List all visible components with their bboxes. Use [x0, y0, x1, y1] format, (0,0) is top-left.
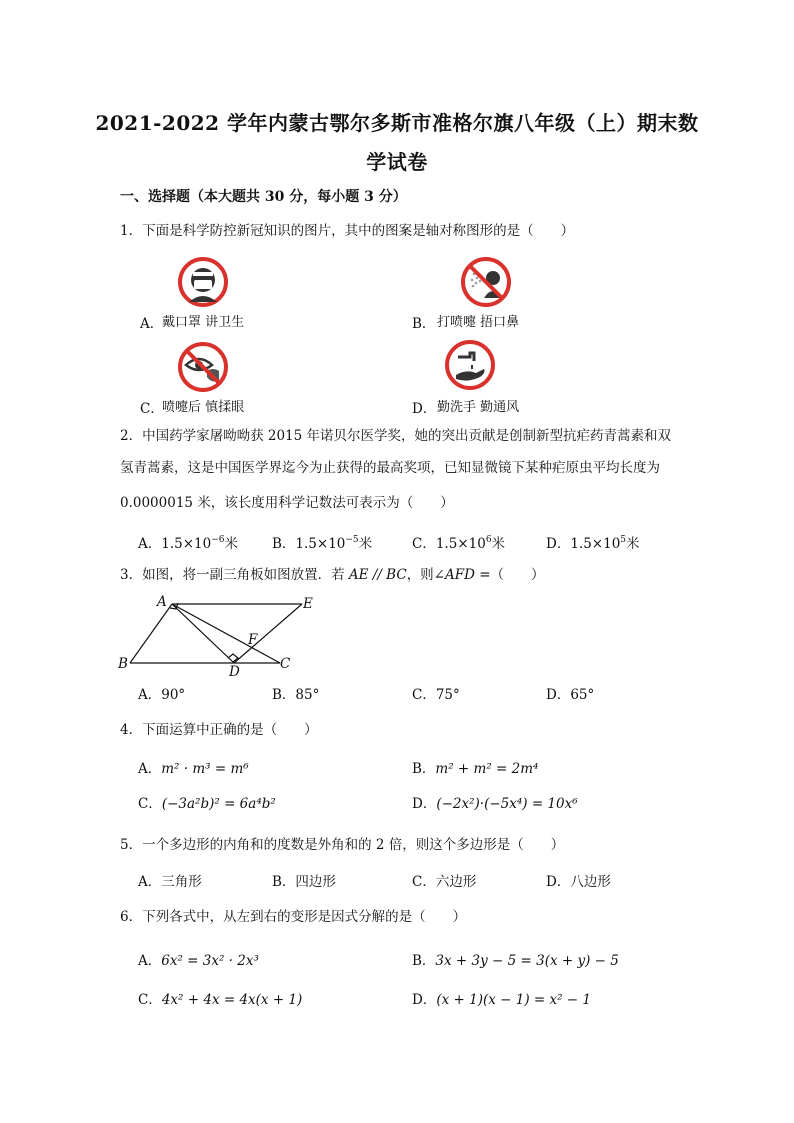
- q3-option-c-value: 75°: [435, 687, 460, 703]
- q3-option-a-letter: A．: [138, 687, 162, 703]
- q6-option-a-expr: 6x² = 3x² · 2x³: [161, 953, 259, 969]
- q5-option-c-letter: C．: [412, 874, 436, 890]
- q6-option-b-expr: 3x + 3y − 5 = 3(x + y) − 5: [435, 953, 619, 969]
- q5-option-a-value: 三角形: [161, 874, 202, 890]
- no-eye-rub-icon: [177, 341, 229, 393]
- q4-option-a[interactable]: [138, 760, 249, 778]
- q3-option-d-value: 65°: [570, 687, 595, 703]
- q4-option-a-expr: m² · m³ = m⁶: [161, 761, 249, 777]
- q2-option-a-letter: A．: [138, 536, 162, 552]
- page-title-line2: 学试卷: [366, 150, 428, 174]
- q5-option-b-value: 四边形: [295, 874, 336, 890]
- q2-option-d-exp: 5: [620, 535, 627, 545]
- q3-option-a[interactable]: [138, 686, 185, 704]
- segment-ad: [172, 604, 234, 663]
- q3-stem-mid: ，则∠: [406, 567, 445, 583]
- q2-option-d-base: 1.5×10: [570, 536, 621, 552]
- q1-option-d-caption: 勤洗手 勤通风: [437, 400, 520, 415]
- q3-option-d-letter: D．: [546, 687, 571, 703]
- point-label-b: B: [118, 656, 128, 672]
- question-1-stem: 1．下面是科学防控新冠知识的图片，其中的图案是轴对称图形的是（ ）: [120, 223, 575, 239]
- q6-option-c[interactable]: [138, 991, 302, 1009]
- q2-option-b-base: 1.5×10: [295, 536, 346, 552]
- q2-option-b-letter: B．: [272, 536, 296, 552]
- q6-option-b[interactable]: [412, 952, 619, 970]
- page-title-line1: 2021-2022 学年内蒙古鄂尔多斯市准格尔旗八年级（上）期末数: [95, 111, 699, 135]
- q2-option-b[interactable]: [272, 531, 372, 553]
- question-2-line1: 2．中国药学家屠呦呦获 2015 年诺贝尔医学奖，她的突出贡献是创制新型抗疟药青蒿素和双: [120, 428, 672, 444]
- q3-stem-post: =（ ）: [474, 567, 545, 583]
- section-heading: 一、选择题（本大题共 30 分，每小题 3 分）: [120, 189, 407, 205]
- q5-option-d-letter: D．: [546, 874, 571, 890]
- q5-option-a-letter: A．: [138, 874, 162, 890]
- q6-option-d[interactable]: [412, 991, 591, 1009]
- question-2-line3: 0.0000015 米，该长度用科学记数法可表示为（ ）: [120, 495, 454, 511]
- q1-option-b-letter[interactable]: B．: [412, 316, 436, 332]
- q2-option-c-letter: C．: [412, 536, 436, 552]
- q1-option-a-caption: 戴口罩 讲卫生: [162, 315, 245, 330]
- point-label-a: A: [157, 594, 167, 610]
- q4-option-b-letter: B．: [412, 761, 436, 777]
- q6-option-a[interactable]: [138, 952, 259, 970]
- q2-option-d-letter: D．: [546, 536, 571, 552]
- point-label-d: D: [229, 664, 240, 680]
- q3-option-b-value: 85°: [295, 687, 320, 703]
- question-5-stem: 5．一个多边形的内角和的度数是外角和的 2 倍，则这个多边形是（ ）: [120, 837, 565, 853]
- q6-option-a-letter: A．: [138, 953, 162, 969]
- question-3-stem: [120, 566, 545, 584]
- q2-option-d[interactable]: [546, 531, 640, 553]
- q4-option-b-expr: m² + m² = 2m⁴: [435, 761, 539, 777]
- q2-option-b-exp: −5: [345, 535, 359, 545]
- q1-option-c-caption: 喷嚏后 慎揉眼: [162, 400, 245, 415]
- no-sneeze-icon: [460, 256, 512, 308]
- q4-option-d-letter: D．: [412, 796, 437, 812]
- q5-option-c[interactable]: [412, 873, 476, 891]
- q5-option-b[interactable]: [272, 873, 336, 891]
- q3-angle: AFD: [445, 567, 475, 583]
- q6-option-b-letter: B．: [412, 953, 436, 969]
- q3-option-c-letter: C．: [412, 687, 436, 703]
- q3-option-d[interactable]: [546, 686, 594, 704]
- q1-option-b-caption: 打喷嚏 捂口鼻: [437, 315, 520, 330]
- point-label-f: F: [248, 632, 258, 648]
- q4-option-c-expr: (−3a²b)² = 6a⁴b²: [161, 796, 276, 812]
- q5-option-d[interactable]: [546, 873, 611, 891]
- q1-option-a-letter[interactable]: A．: [140, 316, 164, 332]
- q4-option-b[interactable]: [412, 760, 538, 778]
- q4-option-d-expr: (−2x²)·(−5x⁴) = 10x⁶: [436, 796, 578, 812]
- q3-condition: AE // BC: [348, 567, 407, 583]
- q6-option-c-expr: 4x² + 4x = 4x(x + 1): [161, 992, 303, 1008]
- q1-option-d-letter[interactable]: D．: [412, 401, 437, 417]
- q2-option-c-exp: 6: [485, 535, 492, 545]
- q5-option-b-letter: B．: [272, 874, 296, 890]
- point-label-e: E: [303, 596, 313, 612]
- q4-option-a-letter: A．: [138, 761, 162, 777]
- question-2-line2: 氢青蒿素，这是中国医学界迄今为止获得的最高奖项，已知显微镜下某种疟原虫平均长度为: [120, 460, 660, 476]
- q6-option-d-expr: (x + 1)(x − 1) = x² − 1: [436, 992, 591, 1008]
- q3-option-b[interactable]: [272, 686, 319, 704]
- question-6-stem: 6．下列各式中，从左到右的变形是因式分解的是（ ）: [120, 909, 467, 925]
- q2-option-a-base: 1.5×10: [161, 536, 212, 552]
- q5-option-a[interactable]: [138, 873, 202, 891]
- q1-option-c-letter[interactable]: C．: [140, 401, 164, 417]
- q5-option-c-value: 六边形: [435, 874, 477, 890]
- q2-option-b-unit: 米: [358, 536, 373, 552]
- q2-option-c[interactable]: [412, 531, 505, 553]
- q3-option-b-letter: B．: [272, 687, 296, 703]
- q4-option-c[interactable]: [138, 795, 276, 813]
- segment-ab: [130, 604, 172, 663]
- hand-wash-icon: [444, 339, 496, 391]
- q6-option-d-letter: D．: [412, 992, 437, 1008]
- q2-option-c-base: 1.5×10: [435, 536, 486, 552]
- q2-option-a-exp: −6: [211, 535, 225, 545]
- q2-option-a-unit: 米: [224, 536, 238, 552]
- q3-stem-pre: 3．如图，将一副三角板如图放置．若: [120, 567, 349, 583]
- q3-option-c[interactable]: [412, 686, 460, 704]
- q4-option-c-letter: C．: [138, 796, 162, 812]
- question-4-stem: 4．下面运算中正确的是（ ）: [120, 722, 318, 738]
- q2-option-a[interactable]: [138, 531, 238, 553]
- q6-option-c-letter: C．: [138, 992, 162, 1008]
- q5-option-d-value: 八边形: [570, 874, 611, 890]
- segment-ed: [234, 604, 302, 663]
- q2-option-c-unit: 米: [491, 536, 506, 552]
- q3-option-a-value: 90°: [161, 687, 186, 703]
- point-label-c: C: [280, 656, 291, 672]
- segment-ac: [172, 604, 280, 663]
- mask-face-icon: [177, 256, 229, 308]
- q2-option-d-unit: 米: [626, 536, 640, 552]
- q4-option-d[interactable]: [412, 795, 578, 813]
